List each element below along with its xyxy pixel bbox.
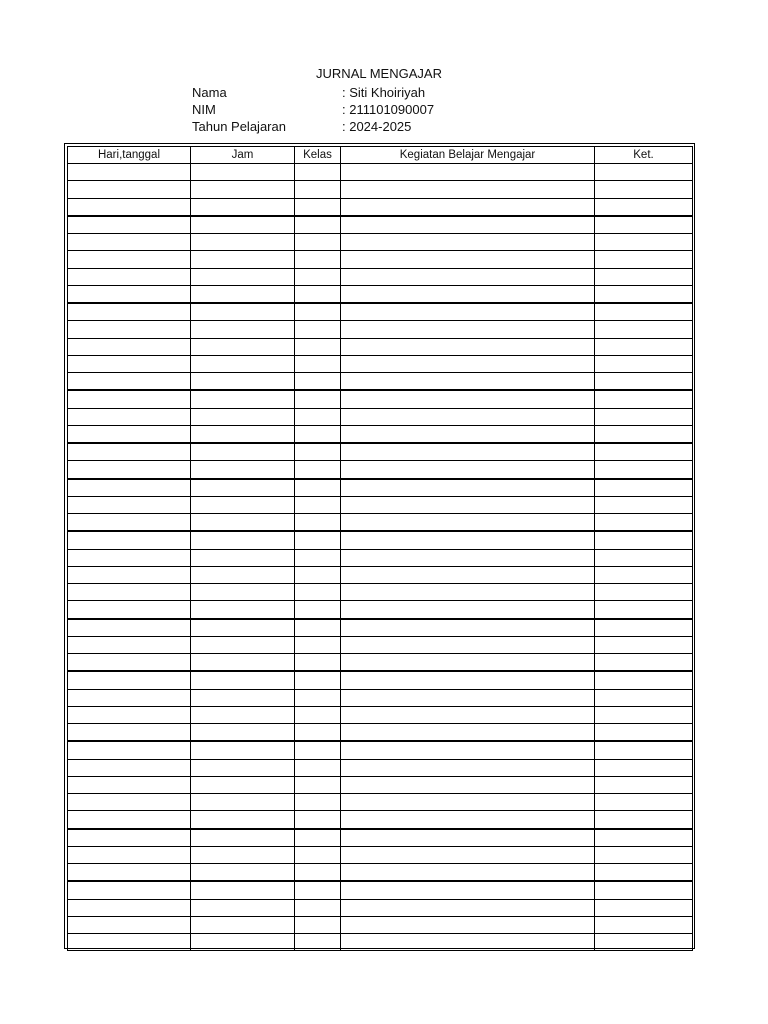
cell-kegiatan [341,303,595,321]
cell-hari-tanggal [68,514,191,532]
cell-kelas [295,268,341,285]
cell-jam [191,461,295,479]
table-row [68,425,693,443]
table-row [68,355,693,372]
cell-ket [595,584,693,601]
table-row [68,899,693,916]
table-row [68,689,693,706]
table-row [68,654,693,672]
cell-jam [191,408,295,425]
table-row [68,829,693,847]
field-label: NIM [192,102,216,117]
cell-hari-tanggal [68,198,191,216]
cell-kelas [295,164,341,181]
table-row [68,268,693,285]
cell-ket [595,234,693,251]
cell-hari-tanggal [68,216,191,234]
table-row [68,373,693,391]
cell-ket [595,373,693,391]
cell-ket [595,689,693,706]
cell-jam [191,916,295,933]
cell-ket [595,636,693,653]
cell-jam [191,234,295,251]
cell-ket [595,425,693,443]
cell-kelas [295,724,341,742]
cell-kegiatan [341,321,595,338]
cell-kelas [295,496,341,513]
cell-kegiatan [341,706,595,723]
cell-jam [191,390,295,408]
cell-hari-tanggal [68,636,191,653]
cell-jam [191,425,295,443]
table-header-row [68,147,693,164]
cell-jam [191,514,295,532]
table-row [68,741,693,759]
cell-kelas [295,461,341,479]
table-row [68,934,693,951]
cell-kelas [295,443,341,461]
cell-jam [191,496,295,513]
cell-kegiatan [341,916,595,933]
table-row [68,584,693,601]
cell-jam [191,355,295,372]
cell-kegiatan [341,408,595,425]
cell-hari-tanggal [68,706,191,723]
cell-hari-tanggal [68,601,191,619]
cell-jam [191,864,295,882]
cell-kegiatan [341,846,595,863]
col-header-jam: Jam [191,147,295,164]
field-value: : Siti Khoiriyah [342,85,426,100]
cell-jam [191,811,295,829]
cell-kelas [295,601,341,619]
cell-hari-tanggal [68,164,191,181]
cell-jam [191,198,295,216]
cell-ket [595,549,693,566]
cell-ket [595,934,693,951]
cell-kegiatan [341,741,595,759]
cell-ket [595,671,693,689]
cell-kelas [295,706,341,723]
table-row [68,251,693,268]
cell-ket [595,181,693,198]
table-row [68,881,693,899]
cell-kelas [295,251,341,268]
cell-ket [595,654,693,672]
cell-ket [595,303,693,321]
cell-ket [595,268,693,285]
cell-kelas [295,584,341,601]
cell-hari-tanggal [68,654,191,672]
cell-jam [191,724,295,742]
cell-kegiatan [341,514,595,532]
cell-kegiatan [341,164,595,181]
cell-jam [191,689,295,706]
cell-kegiatan [341,251,595,268]
cell-jam [191,479,295,497]
table-row [68,671,693,689]
cell-kegiatan [341,390,595,408]
col-header-hari-tanggal: Hari,tanggal [68,147,191,164]
cell-kegiatan [341,776,595,793]
cell-kelas [295,846,341,863]
cell-hari-tanggal [68,461,191,479]
cell-kegiatan [341,549,595,566]
cell-ket [595,776,693,793]
cell-hari-tanggal [68,864,191,882]
cell-hari-tanggal [68,338,191,355]
cell-kegiatan [341,759,595,776]
cell-hari-tanggal [68,531,191,549]
cell-ket [595,706,693,723]
cell-kegiatan [341,461,595,479]
cell-jam [191,846,295,863]
cell-hari-tanggal [68,776,191,793]
table-row [68,285,693,303]
cell-hari-tanggal [68,671,191,689]
field-value: : 211101090007 [342,102,435,117]
cell-hari-tanggal [68,234,191,251]
cell-hari-tanggal [68,881,191,899]
cell-kelas [295,425,341,443]
cell-jam [191,443,295,461]
cell-ket [595,251,693,268]
journal-table [67,146,693,951]
cell-hari-tanggal [68,321,191,338]
cell-kelas [295,934,341,951]
cell-jam [191,584,295,601]
cell-jam [191,899,295,916]
cell-kegiatan [341,881,595,899]
cell-kegiatan [341,601,595,619]
cell-ket [595,811,693,829]
cell-kegiatan [341,234,595,251]
cell-jam [191,759,295,776]
cell-kegiatan [341,671,595,689]
cell-jam [191,934,295,951]
col-header-ket: Ket. [595,147,693,164]
cell-kelas [295,373,341,391]
cell-kelas [295,776,341,793]
table-row [68,619,693,637]
table-row [68,514,693,532]
cell-ket [595,479,693,497]
cell-jam [191,654,295,672]
cell-jam [191,531,295,549]
cell-hari-tanggal [68,479,191,497]
cell-ket [595,899,693,916]
cell-hari-tanggal [68,425,191,443]
field-label: Nama [192,85,227,100]
journal-sheet [64,143,695,949]
cell-hari-tanggal [68,390,191,408]
cell-kelas [295,916,341,933]
cell-hari-tanggal [68,811,191,829]
cell-kelas [295,549,341,566]
cell-kelas [295,619,341,637]
cell-kelas [295,899,341,916]
cell-kegiatan [341,216,595,234]
table-row [68,198,693,216]
cell-kelas [295,671,341,689]
cell-ket [595,338,693,355]
table-row [68,531,693,549]
table-row [68,724,693,742]
cell-kegiatan [341,724,595,742]
cell-kelas [295,198,341,216]
cell-hari-tanggal [68,724,191,742]
cell-ket [595,285,693,303]
table-row [68,234,693,251]
cell-kegiatan [341,584,595,601]
cell-kelas [295,794,341,811]
cell-kelas [295,234,341,251]
cell-kegiatan [341,181,595,198]
cell-kegiatan [341,654,595,672]
cell-kegiatan [341,496,595,513]
cell-jam [191,741,295,759]
cell-kelas [295,216,341,234]
cell-kegiatan [341,899,595,916]
cell-jam [191,829,295,847]
col-header-kelas: Kelas [295,147,341,164]
cell-ket [595,321,693,338]
cell-jam [191,566,295,583]
cell-kegiatan [341,636,595,653]
table-row [68,496,693,513]
cell-ket [595,443,693,461]
table-row [68,461,693,479]
cell-hari-tanggal [68,899,191,916]
table-row [68,706,693,723]
cell-hari-tanggal [68,549,191,566]
cell-kelas [295,390,341,408]
cell-kegiatan [341,794,595,811]
cell-hari-tanggal [68,285,191,303]
cell-jam [191,268,295,285]
cell-kelas [295,321,341,338]
table-row [68,864,693,882]
cell-ket [595,794,693,811]
cell-kegiatan [341,479,595,497]
table-row [68,338,693,355]
cell-kegiatan [341,566,595,583]
table-row [68,479,693,497]
table-row [68,164,693,181]
cell-hari-tanggal [68,846,191,863]
cell-kelas [295,181,341,198]
cell-hari-tanggal [68,741,191,759]
cell-jam [191,776,295,793]
cell-kelas [295,881,341,899]
table-row [68,181,693,198]
cell-jam [191,794,295,811]
cell-kegiatan [341,443,595,461]
cell-kelas [295,479,341,497]
cell-jam [191,601,295,619]
cell-ket [595,198,693,216]
cell-jam [191,321,295,338]
cell-hari-tanggal [68,251,191,268]
cell-kelas [295,689,341,706]
table-row [68,443,693,461]
cell-kegiatan [341,934,595,951]
cell-kelas [295,811,341,829]
cell-kelas [295,285,341,303]
cell-ket [595,164,693,181]
cell-kegiatan [341,373,595,391]
cell-ket [595,864,693,882]
cell-ket [595,531,693,549]
cell-jam [191,216,295,234]
table-row [68,846,693,863]
cell-ket [595,355,693,372]
cell-hari-tanggal [68,181,191,198]
table-row [68,321,693,338]
table-row [68,408,693,425]
cell-ket [595,216,693,234]
cell-hari-tanggal [68,584,191,601]
cell-jam [191,881,295,899]
cell-ket [595,881,693,899]
cell-ket [595,829,693,847]
table-row [68,776,693,793]
cell-kelas [295,355,341,372]
cell-kegiatan [341,829,595,847]
cell-kelas [295,741,341,759]
cell-ket [595,601,693,619]
cell-hari-tanggal [68,443,191,461]
table-body [68,164,693,951]
cell-kelas [295,408,341,425]
cell-ket [595,496,693,513]
table-row [68,601,693,619]
cell-kegiatan [341,811,595,829]
table-row [68,794,693,811]
table-row [68,549,693,566]
table-row [68,216,693,234]
cell-kegiatan [341,864,595,882]
cell-kegiatan [341,268,595,285]
cell-ket [595,724,693,742]
cell-hari-tanggal [68,496,191,513]
cell-hari-tanggal [68,794,191,811]
cell-ket [595,846,693,863]
cell-kelas [295,566,341,583]
cell-hari-tanggal [68,408,191,425]
cell-kelas [295,531,341,549]
cell-hari-tanggal [68,916,191,933]
cell-kelas [295,514,341,532]
cell-ket [595,741,693,759]
cell-kelas [295,864,341,882]
cell-jam [191,706,295,723]
cell-kegiatan [341,198,595,216]
cell-kegiatan [341,338,595,355]
table-row [68,759,693,776]
table-row [68,916,693,933]
table-row [68,636,693,653]
cell-ket [595,566,693,583]
cell-kegiatan [341,355,595,372]
cell-jam [191,338,295,355]
cell-ket [595,408,693,425]
cell-kegiatan [341,531,595,549]
cell-kelas [295,759,341,776]
cell-jam [191,164,295,181]
field-label: Tahun Pelajaran [192,119,286,134]
cell-kegiatan [341,425,595,443]
cell-kegiatan [341,689,595,706]
cell-hari-tanggal [68,566,191,583]
cell-kelas [295,829,341,847]
cell-jam [191,303,295,321]
cell-jam [191,671,295,689]
cell-kelas [295,654,341,672]
cell-jam [191,636,295,653]
field-value: : 2024-2025 [342,119,412,134]
cell-kegiatan [341,285,595,303]
cell-hari-tanggal [68,759,191,776]
cell-hari-tanggal [68,268,191,285]
table-row [68,390,693,408]
col-header-kegiatan: Kegiatan Belajar Mengajar [341,147,595,164]
cell-hari-tanggal [68,829,191,847]
cell-kelas [295,303,341,321]
cell-kelas [295,338,341,355]
table-row [68,566,693,583]
cell-kegiatan [341,619,595,637]
cell-hari-tanggal [68,355,191,372]
cell-hari-tanggal [68,303,191,321]
cell-hari-tanggal [68,619,191,637]
cell-ket [595,461,693,479]
page-title: JURNAL MENGAJAR [316,66,442,81]
cell-hari-tanggal [68,689,191,706]
cell-ket [595,390,693,408]
cell-jam [191,549,295,566]
cell-kelas [295,636,341,653]
cell-ket [595,759,693,776]
cell-ket [595,916,693,933]
cell-jam [191,373,295,391]
cell-hari-tanggal [68,373,191,391]
cell-ket [595,619,693,637]
cell-ket [595,514,693,532]
cell-jam [191,251,295,268]
cell-jam [191,619,295,637]
table-row [68,811,693,829]
cell-hari-tanggal [68,934,191,951]
cell-jam [191,285,295,303]
table-row [68,303,693,321]
cell-jam [191,181,295,198]
